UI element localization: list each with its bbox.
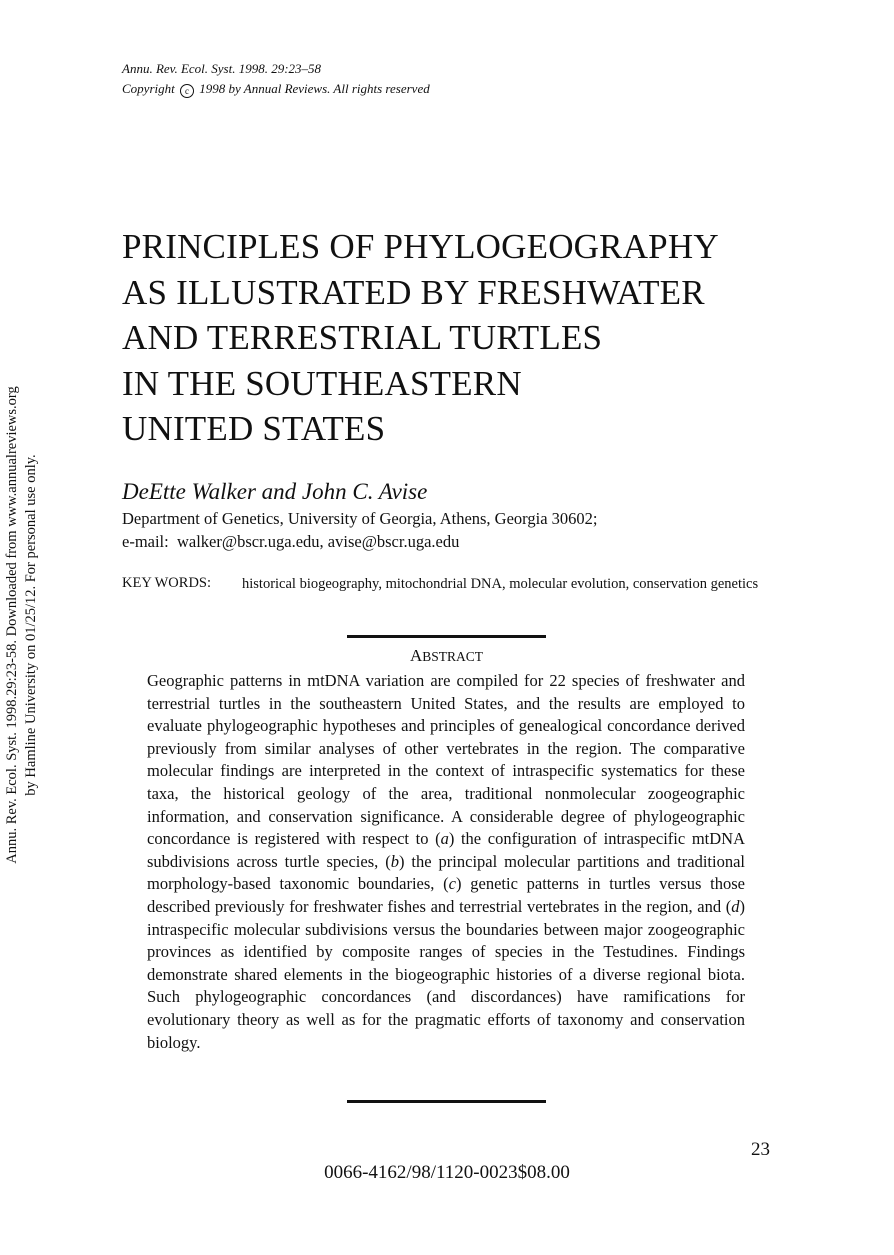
abstract-heading-rest: BSTRACT xyxy=(422,649,484,664)
title-line: AND TERRESTRIAL TURTLES xyxy=(122,318,603,357)
copyright-icon: c xyxy=(180,84,194,98)
affiliation-block xyxy=(122,507,598,553)
title-line: IN THE SOUTHEASTERN xyxy=(122,363,522,403)
title-line: AS ILLUSTRATED BY FRESHWATER xyxy=(122,272,705,312)
sidebar-line-2: by Hamline University on 01/25/12. For personal use only. xyxy=(23,454,39,796)
authors: DeEtte Walker and John C. Avise xyxy=(122,479,428,504)
affiliation: Department of Genetics, University of Georgia, Athens, Georgia 30602; xyxy=(122,509,598,528)
abstract-body xyxy=(147,670,745,1054)
abstract-item-a: a xyxy=(440,829,449,849)
abstract-text: ) genetic patterns in turtles versus those described previously for freshwater fishes and terrestrial vertebrates in the region, and ( xyxy=(147,874,745,916)
journal-citation: Annu. Rev. Ecol. Syst. 1998. 29:23–58 xyxy=(122,61,322,76)
abstract-top-rule xyxy=(347,635,546,638)
copyright-prefix: Copyright xyxy=(122,81,175,96)
email: e-mail: walker@bscr.uga.edu, avise@bscr.uga.edu xyxy=(122,532,460,551)
abstract-heading-initial: A xyxy=(409,646,423,665)
title-line: UNITED STATES xyxy=(122,409,386,448)
abstract-text: ) intraspecific molecular subdivisions versus the boundaries between major zoogeographic provinces as identified by composite ranges of species in the Testudines. Findings demonstrate shared elements in the biogeographic histories of a diverse regional biota. Such phylogeographic concordances (and discordances) have ramifications for evolutionary theory as well as for the pragmatic efforts of taxonomy and conservation biology. xyxy=(147,896,745,1052)
abstract-text: ) the configuration of intraspecific mtDNA subdivisions across turtle species, ( xyxy=(147,829,745,871)
sidebar-line-1: Annu. Rev. Ecol. Syst. 1998.29:23-58. Downloaded from www.annualreviews.org xyxy=(4,386,20,864)
page-number: 23 xyxy=(751,1139,770,1160)
article-title xyxy=(122,224,719,452)
abstract-heading xyxy=(347,646,546,666)
abstract-item-b: b xyxy=(390,851,399,871)
title-line: PRINCIPLES OF PHYLOGEOGRAPHY xyxy=(122,227,719,266)
journal-header xyxy=(122,59,430,99)
issn-line: 0066-4162/98/1120-0023$08.00 xyxy=(324,1162,570,1183)
keywords-text: historical biogeography, mitochondrial DNA, molecular evolution, conservation genetics xyxy=(242,576,759,592)
abstract-text: Geographic patterns in mtDNA variation are compiled for 22 species of freshwater and terrestrial turtles in the southeastern United States, and the results are employed to evaluate phylogeographic hypotheses and principles of genealogical concordance derived previously from similar analyses of other vertebrates in the region. The comparative molecular findings are interpreted in the context of intraspecific systematics for these taxa, the historical geology of the area, traditional nonmolecular zoogeographic information, and conservation significance. A considerable degree of phylogeographic concordance is registered with respect to ( xyxy=(147,671,745,849)
abstract-bottom-rule xyxy=(347,1100,546,1103)
keywords-label: KEY WORDS: xyxy=(122,575,212,591)
copyright-line xyxy=(122,79,430,99)
abstract-item-c: c xyxy=(448,874,456,894)
abstract-text: ) the principal molecular partitions and traditional morphology-based taxonomic boundaries, ( xyxy=(147,851,745,894)
copyright-suffix: 1998 by Annual Reviews. All rights reserved xyxy=(199,81,430,96)
abstract-item-d: d xyxy=(731,896,740,916)
